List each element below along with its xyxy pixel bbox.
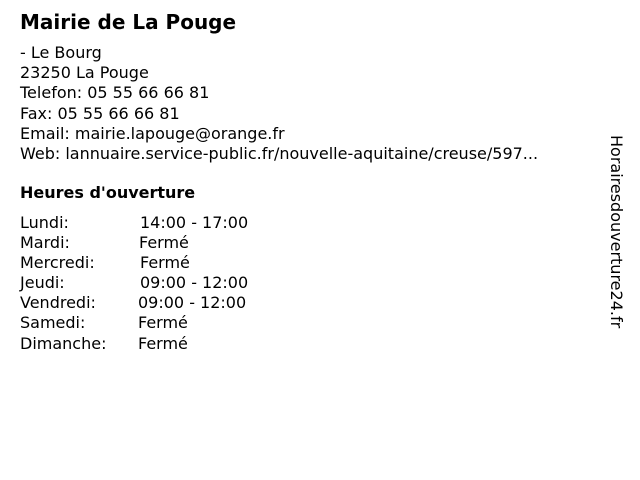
- day-label: Vendredi:: [20, 293, 96, 313]
- day-label: Lundi:: [20, 213, 69, 232]
- time-value: Fermé: [138, 333, 188, 353]
- day-label: Dimanche:: [20, 333, 107, 353]
- time-value: 09:00 - 12:00: [138, 293, 247, 313]
- time-value: Fermé: [138, 313, 188, 333]
- fax-line: Fax: 05 55 66 66 81: [20, 103, 180, 123]
- web-line: Web: lannuaire.service-public.fr/nouvelle-aquitaine/creuse/597...: [20, 144, 539, 164]
- time-value: Fermé: [140, 253, 190, 273]
- day-label: Jeudi:: [20, 273, 65, 293]
- city-line: 23250 La Pouge: [20, 63, 149, 83]
- page-title: Mairie de La Pouge: [20, 10, 237, 34]
- day-label: Samedi:: [20, 313, 86, 333]
- email-line: Email: mairie.lapouge@orange.fr: [20, 123, 285, 143]
- street-line: - Le Bourg: [20, 43, 102, 62]
- phone-line: Telefon: 05 55 66 66 81: [20, 83, 210, 103]
- hours-heading: Heures d'ouverture: [20, 183, 196, 202]
- time-value: 14:00 - 17:00: [140, 213, 249, 232]
- address-block: [20, 43, 538, 164]
- day-label: Mardi:: [20, 233, 70, 253]
- time-value: Fermé: [139, 233, 189, 253]
- site-watermark: Horairesdouverture24.fr: [607, 135, 626, 329]
- time-value: 09:00 - 12:00: [140, 273, 249, 293]
- day-label: Mercredi:: [20, 253, 95, 273]
